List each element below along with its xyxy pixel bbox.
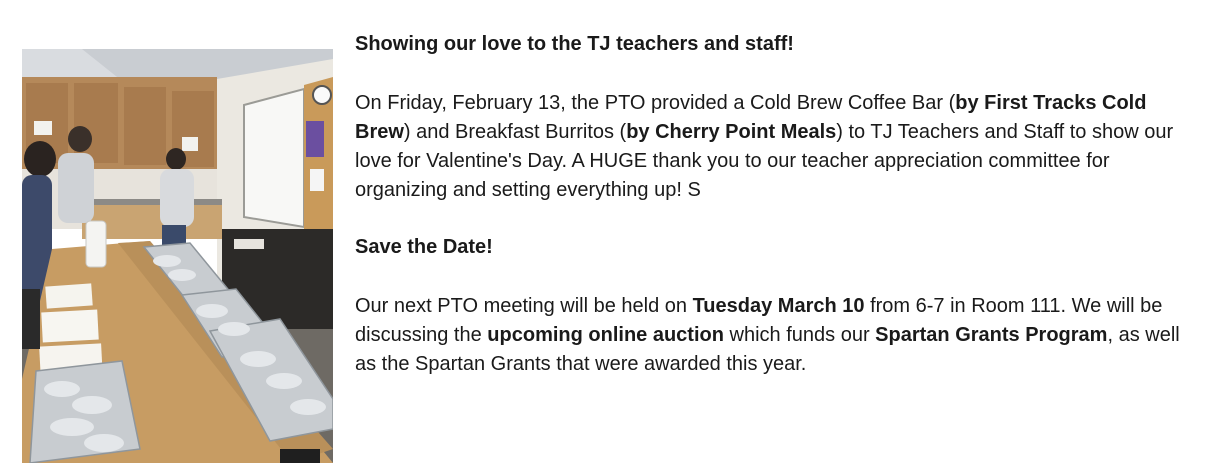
vendor-coffee: by First Tracks Cold Brew bbox=[355, 92, 1147, 143]
newsletter-content bbox=[355, 30, 1205, 379]
burrito-table-photo-icon bbox=[22, 49, 333, 463]
section-heading-save-the-date: Save the Date! bbox=[355, 236, 493, 258]
section-heading-appreciation: Showing our love to the TJ teachers and staff! bbox=[355, 33, 794, 55]
event-photo bbox=[22, 49, 333, 463]
meeting-paragraph: Our next PTO meeting will be held on Tuesday March 10 from 6-7 in Room 111. We will be discussing the upcoming online auction which funds our Spartan Grants Program, as well as the Spartan Grants that were awarded this year. bbox=[355, 295, 1180, 375]
meeting-date: Tuesday March 10 bbox=[692, 295, 865, 317]
grants-program: Spartan Grants Program bbox=[875, 324, 1108, 346]
vendor-burritos: by Cherry Point Meals bbox=[626, 121, 837, 143]
auction-mention: upcoming online auction bbox=[487, 324, 724, 346]
appreciation-paragraph: On Friday, February 13, the PTO provided a Cold Brew Coffee Bar (by First Tracks Cold Brew) and Breakfast Burritos (by Cherry Point Meals) to TJ Teachers and Staff to show our love for Valentine's Day. A HUGE thank you to our teacher appreciation committee for organizing and setting everything up! S bbox=[355, 92, 1174, 201]
